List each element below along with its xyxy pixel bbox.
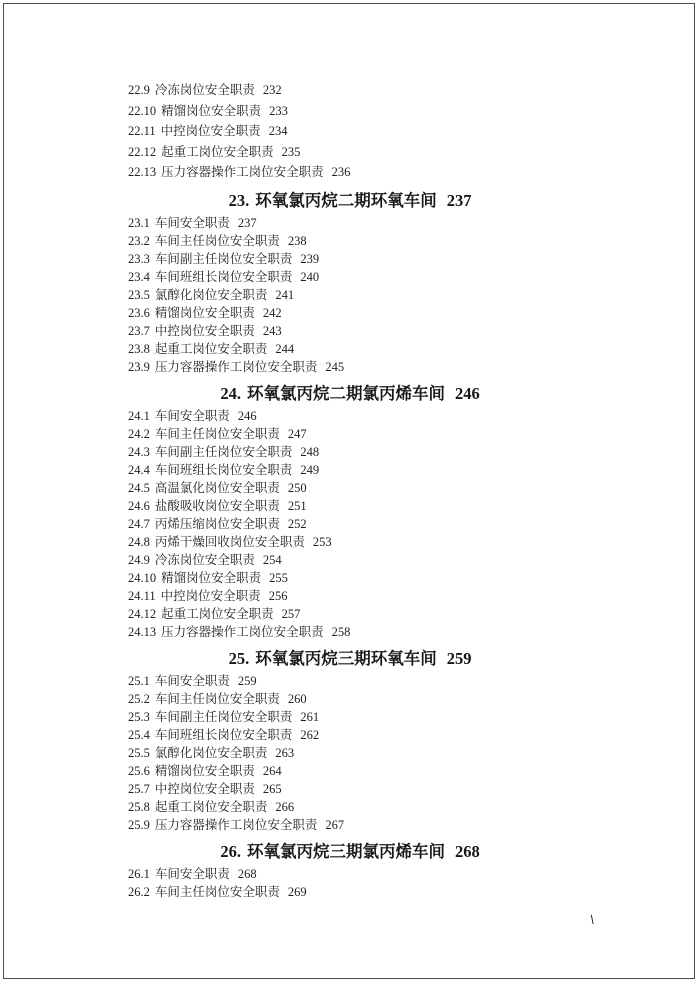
entry-number: 23.5 [128,287,150,302]
entry-number: 25.7 [128,781,150,796]
entry-page: 260 [287,691,307,706]
entry-number: 23.1 [128,215,150,230]
entry-number: 25.8 [128,799,150,814]
entry-number: 23.2 [128,233,150,248]
section-heading [0,647,700,670]
toc-section [0,647,700,834]
toc-entry [128,121,700,142]
entry-page: 239 [300,251,320,266]
entry-title: 车间班组长岗位安全职责 [154,462,293,477]
toc-entry [128,497,700,515]
entry-title: 冷冻岗位安全职责 [154,83,255,97]
entry-title: 车间安全职责 [154,866,230,881]
entry-page: 267 [325,817,345,832]
toc-entry [128,865,700,883]
entry-number: 25.4 [128,727,150,742]
entry-title: 压力容器操作工岗位安全职责 [154,817,318,832]
entry-page: 249 [300,462,320,477]
entry-number: 24.9 [128,552,150,567]
entry-title: 车间副主任岗位安全职责 [154,251,293,266]
entry-page: 241 [275,287,295,302]
entry-title: 中控岗位安全职责 [154,323,255,338]
entry-page: 240 [300,269,320,284]
entry-page: 265 [262,781,282,796]
entry-title: 冷冻岗位安全职责 [154,552,255,567]
entry-title: 氯醇化岗位安全职责 [154,287,268,302]
toc-entry [128,883,700,901]
entry-number: 25.6 [128,763,150,778]
entry-number: 23.4 [128,269,150,284]
entry-title: 车间安全职责 [154,408,230,423]
toc-entry [128,101,700,122]
entry-page: 253 [312,534,332,549]
entry-page: 248 [300,444,320,459]
heading-number: 23. [228,190,250,210]
entry-number: 26.2 [128,884,150,899]
entry-title: 盐酸吸收岗位安全职责 [154,498,280,513]
entry-number: 23.8 [128,341,150,356]
toc-entry [128,142,700,163]
entry-title: 起重工岗位安全职责 [161,144,274,159]
entry-title: 压力容器操作工岗位安全职责 [161,624,324,639]
heading-page: 268 [454,841,480,861]
entry-number: 23.3 [128,251,150,266]
toc-section [0,382,700,641]
toc-entry [128,708,700,726]
heading-number: 25. [228,648,250,668]
entry-title: 起重工岗位安全职责 [161,606,274,621]
toc-entry [128,551,700,569]
toc-entry [128,690,700,708]
heading-title: 环氧氯丙烷二期环氧车间 [255,190,437,210]
toc-section [0,840,700,901]
heading-title: 环氧氯丙烷三期环氧车间 [255,648,437,668]
entry-page: 266 [275,799,295,814]
entry-title: 丙烯干燥回收岗位安全职责 [154,534,305,549]
heading-page: 259 [446,648,472,668]
entry-page: 263 [275,745,295,760]
entry-number: 24.10 [128,570,157,585]
heading-page: 237 [446,190,472,210]
entry-page: 232 [262,83,282,97]
toc-entry [128,304,700,322]
toc-entry [128,80,700,101]
entry-number: 26.1 [128,866,150,881]
entry-page: 243 [262,323,282,338]
entry-number: 25.2 [128,691,150,706]
entry-title: 车间安全职责 [154,673,230,688]
entry-page: 247 [287,426,307,441]
entry-number: 24.12 [128,606,157,621]
toc-entry [128,425,700,443]
entry-number: 24.5 [128,480,150,495]
entry-number: 24.7 [128,516,150,531]
toc-section [0,189,700,376]
toc-entry [128,744,700,762]
toc-entry [128,798,700,816]
entry-title: 精馏岗位安全职责 [161,570,262,585]
toc-entry [128,358,700,376]
entry-page: 235 [281,144,301,159]
entry-page: 250 [287,480,307,495]
entry-title: 车间主任岗位安全职责 [154,691,280,706]
entry-title: 高温氯化岗位安全职责 [154,480,280,495]
entry-title: 车间班组长岗位安全职责 [154,269,293,284]
entry-title: 丙烯压缩岗位安全职责 [154,516,280,531]
entry-page: 252 [287,516,307,531]
entry-title: 中控岗位安全职责 [154,781,255,796]
entry-number: 23.9 [128,359,150,374]
toc-section [0,80,700,183]
toc-entry [128,533,700,551]
toc-entry [128,479,700,497]
entry-title: 氯醇化岗位安全职责 [154,745,268,760]
entry-title: 中控岗位安全职责 [160,124,261,138]
entry-page: 258 [331,624,351,639]
toc-entry [128,605,700,623]
entry-page: 254 [262,552,282,567]
entry-title: 精馏岗位安全职责 [154,305,255,320]
section-heading [0,382,700,405]
toc-entry [128,214,700,232]
toc-content [0,80,700,901]
entry-page: 261 [300,709,320,724]
entry-page: 256 [268,588,288,603]
entry-page: 245 [325,359,345,374]
entry-number: 25.3 [128,709,150,724]
section-heading [0,189,700,212]
heading-title: 环氧氯丙烷二期氯丙烯车间 [246,383,445,403]
entry-page: 269 [287,884,307,899]
toc-entry [128,461,700,479]
entry-page: 255 [269,570,288,585]
entry-number: 22.9 [128,83,150,97]
entry-number: 25.9 [128,817,150,832]
entry-page: 251 [287,498,307,513]
entry-title: 压力容器操作工岗位安全职责 [154,359,318,374]
toc-entry [128,232,700,250]
toc-entry [128,250,700,268]
heading-number: 24. [220,383,241,403]
entry-number: 24.11 [128,588,156,603]
entry-number: 23.7 [128,323,150,338]
entry-number: 24.1 [128,408,150,423]
entry-page: 262 [300,727,320,742]
entry-page: 264 [262,763,282,778]
entry-page: 238 [287,233,307,248]
toc-entry [128,322,700,340]
entry-number: 24.13 [128,624,157,639]
entry-title: 起重工岗位安全职责 [154,799,268,814]
heading-number: 26. [220,841,241,861]
toc-entry [128,587,700,605]
entry-title: 车间主任岗位安全职责 [154,233,280,248]
stray-scan-mark: \ [589,913,596,928]
entry-number: 23.6 [128,305,150,320]
entry-page: 259 [237,673,257,688]
toc-entry [128,515,700,533]
entry-page: 246 [237,408,257,423]
entry-title: 车间安全职责 [154,215,230,230]
entry-number: 24.4 [128,462,150,477]
entry-page: 242 [262,305,282,320]
toc-entry [128,443,700,461]
toc-entry [128,162,700,183]
entry-title: 中控岗位安全职责 [160,588,261,603]
entry-title: 精馏岗位安全职责 [154,763,255,778]
toc-entry [128,762,700,780]
entry-number: 25.1 [128,673,150,688]
toc-entry [128,623,700,641]
entry-page: 268 [237,866,257,881]
entry-title: 起重工岗位安全职责 [154,341,268,356]
entry-title: 压力容器操作工岗位安全职责 [161,165,324,179]
entry-number: 22.12 [128,144,157,159]
toc-entry [128,816,700,834]
entry-title: 精馏岗位安全职责 [161,103,262,118]
entry-number: 24.2 [128,426,150,441]
entry-number: 24.6 [128,498,150,513]
entry-number: 24.3 [128,444,150,459]
entry-title: 车间班组长岗位安全职责 [154,727,293,742]
toc-entry [128,569,700,587]
entry-number: 22.11 [128,124,156,138]
entry-number: 22.10 [128,103,157,118]
entry-title: 车间主任岗位安全职责 [154,884,280,899]
toc-entry [128,726,700,744]
entry-title: 车间副主任岗位安全职责 [154,709,293,724]
toc-entry [128,407,700,425]
entry-number: 25.5 [128,745,150,760]
entry-page: 233 [269,103,288,118]
entry-title: 车间副主任岗位安全职责 [154,444,293,459]
entry-page: 234 [268,124,288,138]
entry-number: 24.8 [128,534,150,549]
section-heading [0,840,700,863]
entry-page: 236 [331,165,351,179]
entry-page: 257 [281,606,301,621]
entry-number: 22.13 [128,165,157,179]
entry-title: 车间主任岗位安全职责 [154,426,280,441]
entry-page: 244 [275,341,295,356]
toc-entry [128,780,700,798]
toc-entry [128,340,700,358]
entry-page: 237 [237,215,257,230]
heading-title: 环氧氯丙烷三期氯丙烯车间 [246,841,445,861]
toc-entry [128,268,700,286]
toc-entry [128,286,700,304]
heading-page: 246 [454,383,480,403]
toc-entry [128,672,700,690]
